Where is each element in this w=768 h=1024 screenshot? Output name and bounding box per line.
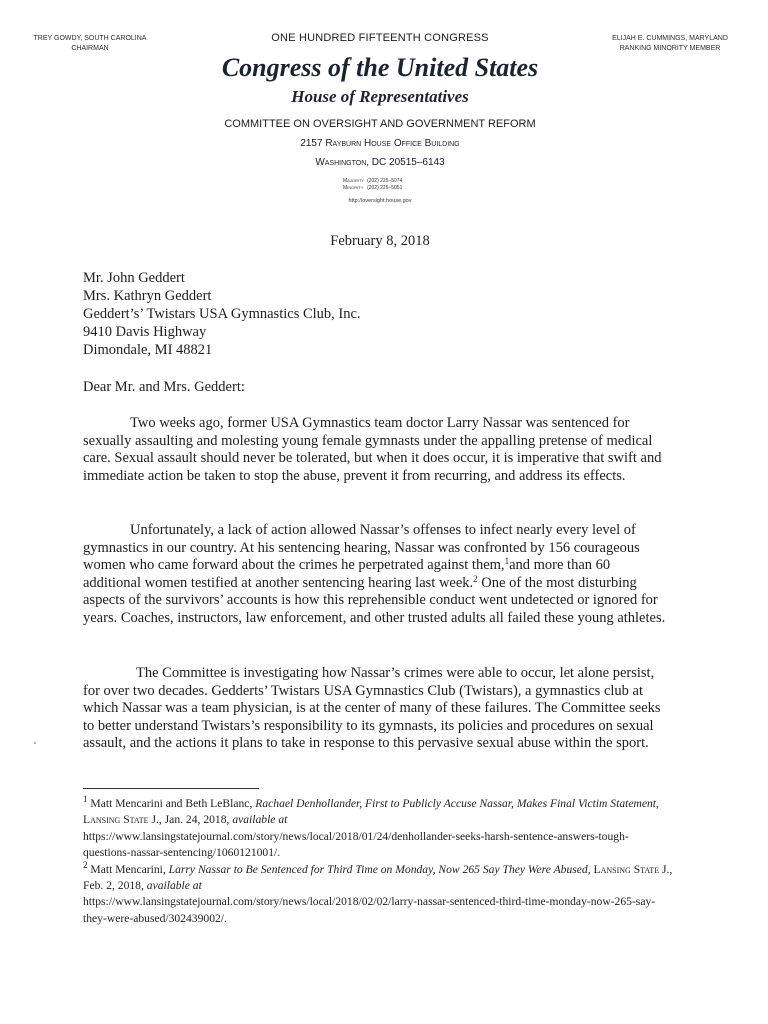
footnote-title: Larry Nassar to Be Sentenced for Third Time on Monday, Now 265 Say They Were Abused [168, 862, 588, 876]
paragraph-segment: One of the most disturbing aspects of the survivors’ accounts is how this reprehensible conduct went undetected or ignored for years. Coaches, instructors, law enforcement, and other trusted adults all failed these young athletes. [83, 574, 666, 626]
recipient-line: Mrs. Kathryn Geddert [83, 288, 212, 304]
ranking-member-name: ELIJAH E. CUMMINGS, MARYLAND [612, 35, 728, 42]
ranking-member-block [600, 34, 740, 54]
body-paragraph-2 [83, 522, 668, 628]
footnote-number: 2 [83, 859, 88, 870]
footnote-ref-2[interactable]: 2 [473, 573, 478, 584]
city-address: Washington, DC 20515–6143 [315, 157, 445, 168]
congress-title: Congress of the United States [221, 53, 539, 82]
footnote-authors: Matt Mencarini, [87, 862, 169, 876]
scan-speck [34, 742, 36, 744]
footnote-date: , Feb. 2, 2018, [83, 862, 673, 893]
footnote-divider [83, 788, 259, 789]
paragraph-text: Two weeks ago, former USA Gymnastics team doctor Larry Nassar was sentenced for sexually assaulting and molesting young female gymnasts under the appalling pretense of medical care. Sexual assault should never be tolerated, but when it does occur, it is imperative that swift and immediate action be taken to stop the abuse, prevent it from recurring, and address its effects. [83, 415, 662, 484]
building-address: 2157 Rayburn House Office Building [300, 138, 460, 149]
footnote-date: , Jan. 24, 2018, [158, 813, 233, 827]
footnote-number: 1 [83, 794, 88, 804]
footnote-url[interactable]: https://www.lansingstatejournal.com/story/news/local/2018/02/02/larry-nassar-sentenced-third-time-monday-now-265-say-they-were-abused/302439002/. [83, 895, 656, 925]
recipient-line: Geddert’s’ Twistars USA Gymnastics Club, Inc. [83, 306, 361, 322]
paragraph-text: The Committee is investigating how Nassar’s crimes were able to occur, let alone persist, for over two decades. Gedderts’ Twistars USA Gymnastics Club (Twistars), a gymnastics club at which Nassar was a team physician, is at the center of many of these failures. The Committee seeks to better understand Twistars’s responsibility to its gymnasts, its policies and procedures on sexual assault, and the actions it plans to take in response to this pervasive sexual abuse within the sport. [83, 665, 661, 752]
footnote-sep: , [656, 797, 659, 810]
paragraph-segment: Unfortunately, a lack of action allowed Nassar’s offenses to infect nearly every level of gymnastics in our country. At his sentencing hearing, Nassar was confronted by 156 courageous women who came forward about the crimes he perpetrated against them, [83, 522, 640, 574]
footnote-title: Rachael Denhollander, First to Publicly Accuse Nassar, Makes Final Victim Statement [255, 797, 657, 810]
footnote-ref-1[interactable]: 1 [504, 556, 510, 567]
minority-phone: (202) 225–5051 [367, 185, 403, 191]
salutation: Dear Mr. and Mrs. Geddert: [83, 379, 245, 395]
chairman-name: TREY GOWDY, SOUTH CAROLINA [33, 35, 147, 42]
body-paragraph-1 [83, 415, 668, 485]
recipient-address [83, 269, 361, 359]
paragraph-text [83, 522, 668, 628]
majority-label: Majority [343, 178, 365, 184]
footnote-publication: Lansing State J. [83, 813, 159, 827]
recipient-line: Dimondale, MI 48821 [83, 342, 213, 358]
paragraph-segment: and more than 60 additional women testified at another sentencing hearing last week. [83, 557, 611, 591]
majority-phone: (202) 225–5074 [367, 178, 403, 184]
phone-numbers [343, 178, 405, 192]
footnote-available-at: available at [146, 879, 202, 893]
recipient-line: 9410 Davis Highway [83, 324, 207, 340]
website-link[interactable]: http://oversight.house.gov [348, 198, 412, 204]
footnotes [83, 796, 673, 927]
chairman-title: CHAIRMAN [71, 45, 109, 52]
footnote-available-at: available at [232, 813, 288, 827]
footnote-publication: Lansing State J. [593, 862, 670, 876]
letter-date: February 8, 2018 [330, 233, 430, 249]
ranking-member-title: RANKING MINORITY MEMBER [619, 45, 721, 52]
house-title: House of Representatives [291, 87, 469, 106]
committee-name: COMMITTEE ON OVERSIGHT AND GOVERNMENT REFORM [224, 118, 536, 130]
footnote-authors: Matt Mencarini and Beth LeBlanc, [87, 797, 256, 810]
footnote-1 [83, 796, 673, 862]
body-paragraph-3 [83, 665, 668, 753]
footnote-sep: , [587, 862, 594, 876]
footnote-2 [83, 859, 673, 928]
minority-label: Minority [343, 185, 364, 191]
footnote-url[interactable]: https://www.lansingstatejournal.com/story/news/local/2018/01/24/denhollander-seeks-harsh-sentence-answers-tough-questions-nassar-sentencing/1060121001/. [83, 829, 629, 860]
congress-number: ONE HUNDRED FIFTEENTH CONGRESS [271, 32, 489, 44]
recipient-line: Mr. John Geddert [83, 270, 185, 286]
